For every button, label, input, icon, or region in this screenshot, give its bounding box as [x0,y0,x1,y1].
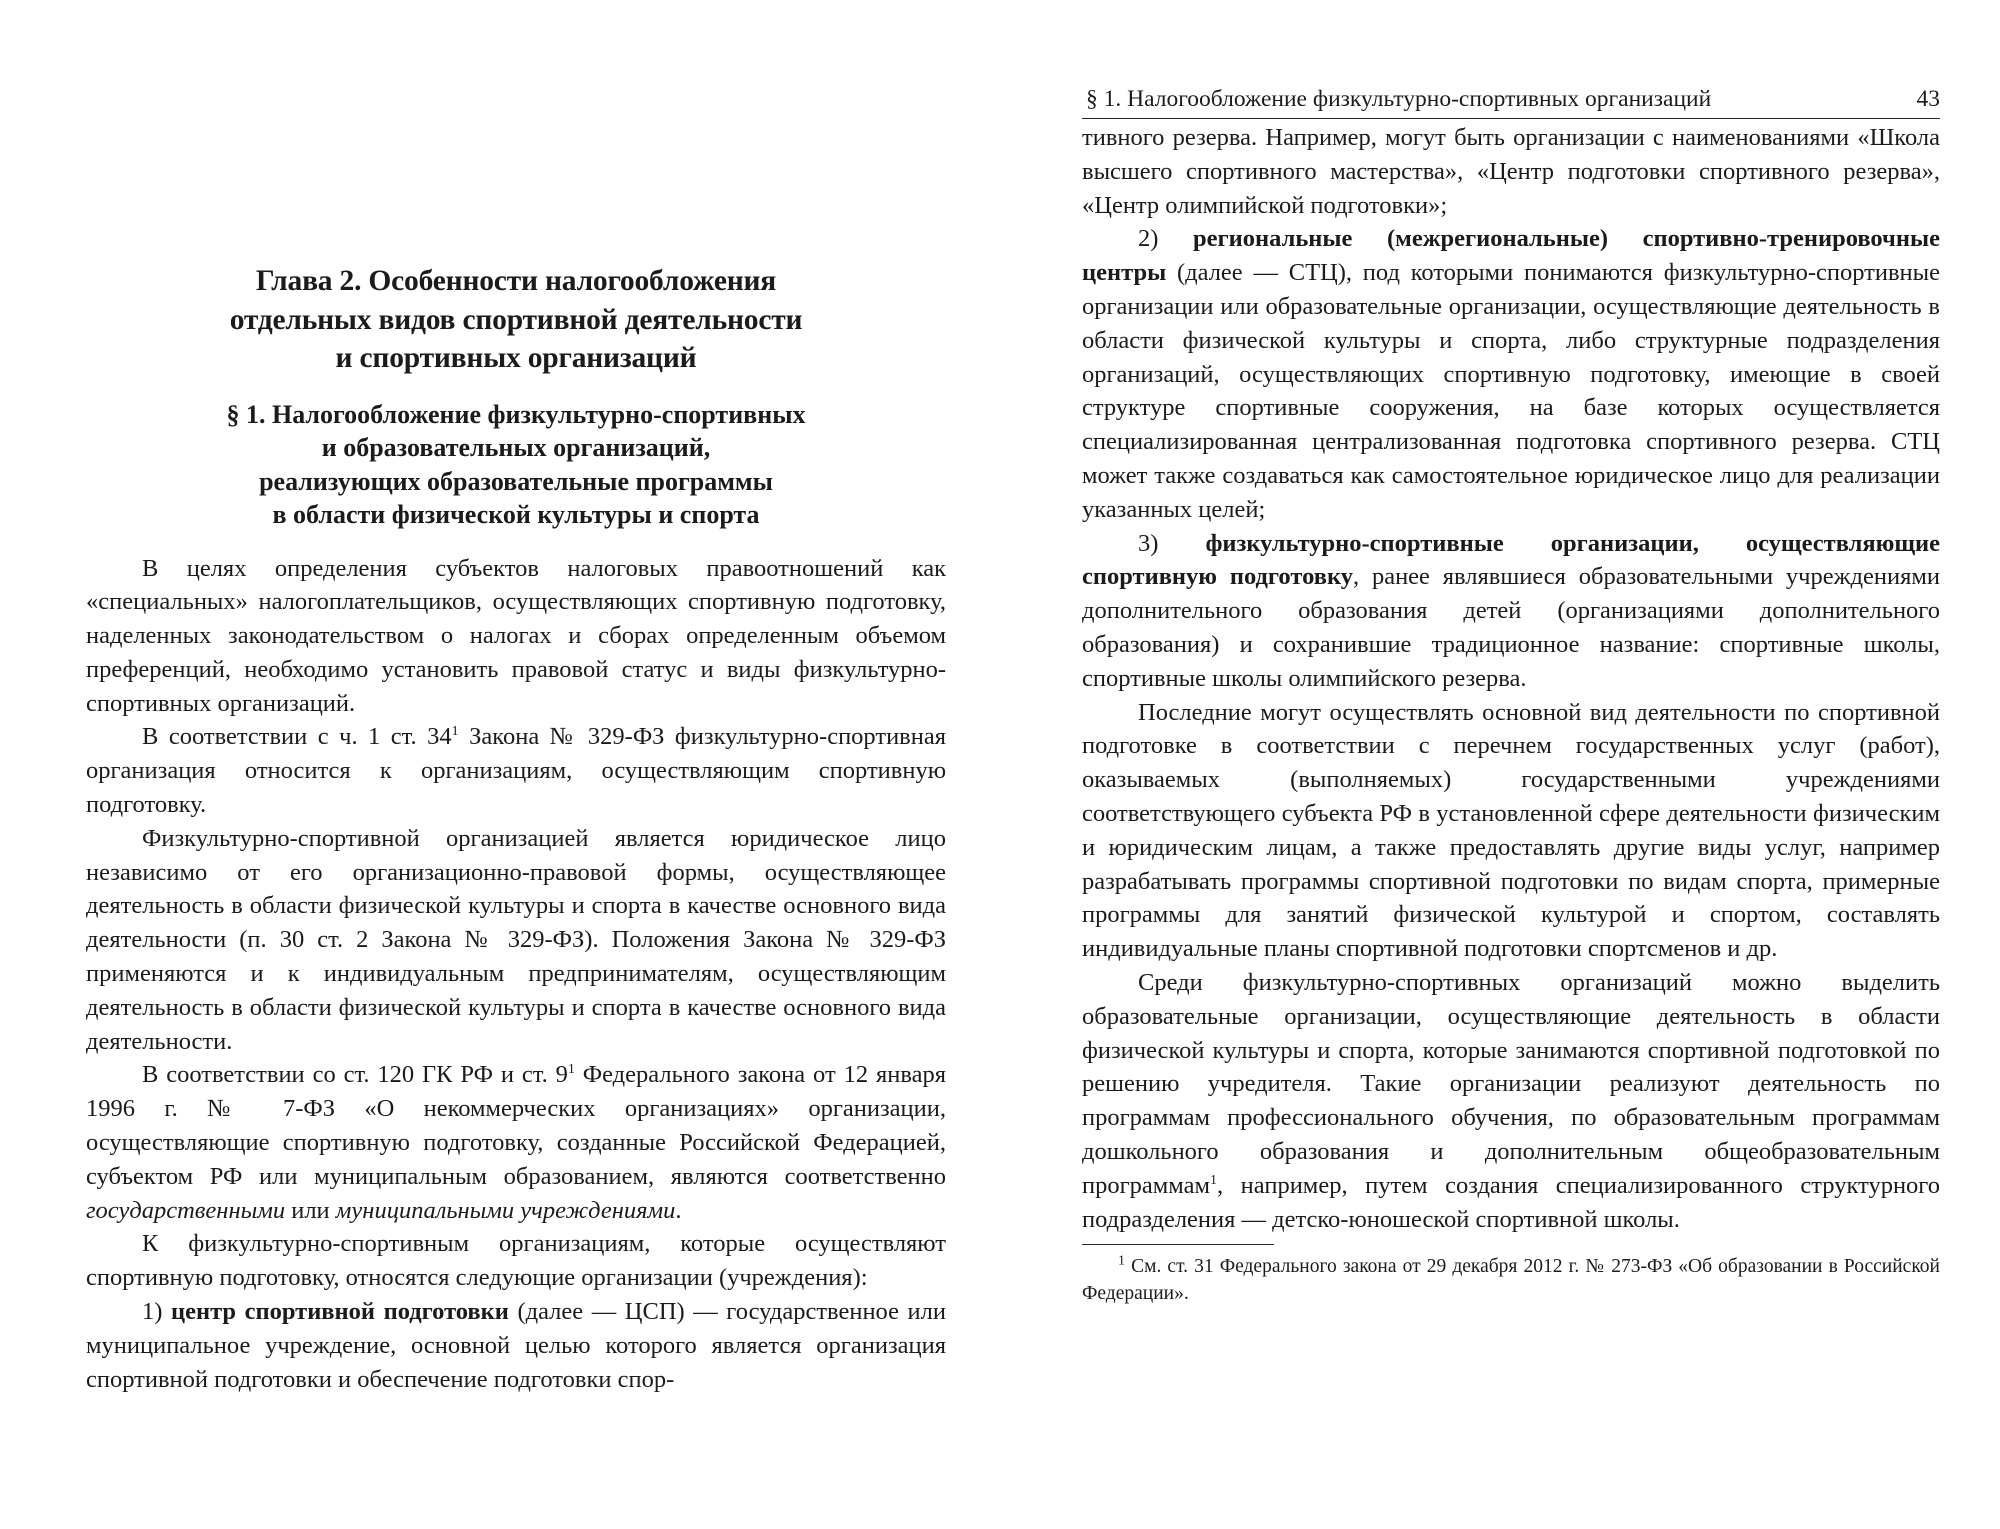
footnote [1082,1253,1940,1307]
list-item-2 [1082,222,1940,526]
text-run: (далее — ЦСП) — государственное или муниципальное учреждение, основной целью которого является организация спортивной подготовки и обеспечение подготовки спор- [86,1298,946,1393]
text-run: 1) [142,1298,171,1326]
italic-term: государственными [86,1196,286,1224]
paragraph-services: Последние могут осуществлять основной вид деятельности по спортивной подготовке в соответствии с перечнем государственных услуг (работ), оказываемых (выполняемых) государственными учреждениями соответствующего субъекта РФ в установленной сфере деятельности физическим и юридическим лицам, а также предоставлять другие виды услуг, например разрабатывать программы спортивной подготовки по видам спорта, примерные программы для занятий физической культурой и спортом, составлять индивидуальные планы спортивной подготовки спортсменов и др. [1082,698,1940,963]
list-item-1 [86,1295,946,1396]
left-page [86,0,946,1396]
text-run: В соответствии с ч. 1 ст. 34 [142,723,452,751]
text-run: В соответствии со ст. 120 ГК РФ и ст. 9 [142,1061,568,1089]
bold-term: физкультурно-спортивные организации, осуществляющие спортивную подготовку [1082,529,1940,591]
paragraph-taxpayers: В целях определения субъектов налоговых правоотношений как «специальных» налогоплательщиков, осуществляющих спортивную подготовку, наделенных законодательством о налогах и сборах определенным объемом преференций, необходимо установить правовой статус и виды физкультурно-спортивных организаций. [86,554,946,717]
text-run: Закона № 329-ФЗ физкультурно-спортивная организация относится к организациям, осуществляющим спортивную подготовку. [86,723,946,819]
right-page-body [1082,121,1940,1307]
text-run: , например, путем создания специализированного структурного подразделения — детско-юношеской спортивной школы. [1082,1171,1940,1233]
text-run: 2) [1138,225,1193,253]
paragraph-definition: Физкультурно-спортивной организацией является юридическое лицо независимо от его организационно-правовой формы, осуществляющее деятельность в области физической культуры и спорта в качестве основного вида деятельности (п. 30 ст. 2 Закона № 329-ФЗ). Положения Закона № 329-ФЗ применяются и к индивидуальным предпринимателям, осуществляющим деятельность в области физической культуры и спорта в качестве основного вида деятельности. [86,824,946,1055]
paragraph-civil-code [86,1058,946,1227]
chapter-title-line: Глава 2. Особенности налогообложения [255,265,777,297]
bold-term: центр спортивной подготовки [170,1298,509,1326]
text-run: . [675,1196,682,1224]
superscript-1: 1 [567,1062,575,1078]
footnote-divider [1082,1244,1274,1245]
footnote-reference: 1 [1210,1172,1218,1188]
chapter-title-line: отдельных видов спортивной деятельности [229,303,803,336]
italic-term: муниципальными учреждениями [335,1196,676,1224]
paragraph-list-intro: К физкультурно-спортивным организациям, которые осуществляют спортивную подготовку, относятся следующие организации (учреждения): [86,1230,946,1292]
page-number: 43 [1916,86,1940,112]
running-head [1082,84,1940,119]
bold-term: региональные (межрегиональные) спортивно-тренировочные центры [1082,225,1940,287]
text-run: (далее — СТЦ), под которыми понимаются физкультурно-спортивные организации или образовательные организации, осуществляющие деятельность в области физической культуры и спорта, либо структурные подразделения организаций, осуществляющих спортивную подготовку, имеющие в своей структуре спортивные сооружения, на базе которых осуществляется специализированная централизованная подготовка спортивного резерва. СТЦ может также создаваться как самостоятельное юридическое лицо для реализации указанных целей; [1082,259,1940,523]
footnote-mark: 1 [1118,1253,1125,1269]
superscript-1: 1 [451,724,459,740]
section-title-line: в области физической культуры и спорта [272,500,760,529]
paragraph-article-34 [86,720,946,821]
chapter-title [86,262,946,378]
text-run: или [285,1196,336,1224]
running-head-title: § 1. Налогообложение физкультурно-спортивных организаций [1086,86,1712,112]
section-title-line: § 1. Налогообложение физкультурно-спортивных [226,399,806,429]
section-title-line: реализующих образовательные программы [259,466,773,496]
text-run: Федерального закона от 12 января 1996 г. № 7-ФЗ «О некоммерческих организациях» организации, осуществляющие спортивную подготовку, созданные Российской Федерацией, субъектом РФ или муниципальным образованием, являются соответственно [86,1061,946,1190]
chapter-title-line: и спортивных организаций [335,342,697,374]
text-run: 3) [1138,529,1206,557]
list-item-3 [1082,527,1940,696]
footnote-text: См. ст. 31 Федерального закона от 29 декабря 2012 г. № 273-ФЗ «Об образовании в Российской Федерации». [1082,1256,1940,1305]
text-run: , ранее являвшиеся образовательными учреждениями дополнительного образования детей (организациями дополнительного образования) и сохранившие традиционное название: спортивные школы, спортивные школы олимпийского резерва. [1082,563,1940,692]
list-item-1-continued: тивного резерва. Например, могут быть организации с наименованиями «Школа высшего спортивного мастерства», «Центр подготовки спортивного резерва», «Центр олимпийской подготовки»; [1082,124,1940,219]
section-title-line: и образовательных организаций, [321,433,711,462]
right-page [1082,0,1940,1307]
section-title [86,398,946,532]
text-run: Среди физкультурно-спортивных организаций можно выделить образовательные организации, осуществляющие деятельность в области физической культуры и спорта, которые занимаются спортивной подготовкой по решению учредителя. Такие организации реализуют деятельность по программам профессионального обучения, по образовательным программам дошкольного образования и дополнительным общеобразовательным программам [1082,968,1940,1199]
paragraph-educational-orgs [1082,966,1940,1236]
